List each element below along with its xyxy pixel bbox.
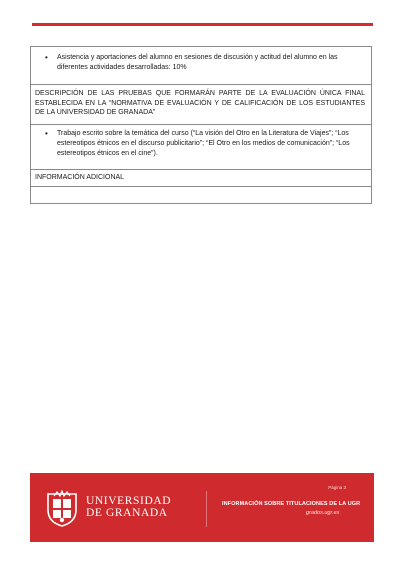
- university-name-line1: UNIVERSIDAD: [86, 495, 172, 507]
- footer-info-title: INFORMACIÓN SOBRE TITULACIONES DE LA UGR: [222, 501, 361, 507]
- additional-info-heading-cell: [31, 170, 371, 187]
- university-wordmark: [86, 495, 171, 519]
- additional-info-content-cell: [31, 187, 371, 203]
- additional-info-content: [31, 187, 371, 191]
- evaluation-criteria-cell: [31, 47, 371, 85]
- footer-divider: [206, 491, 207, 527]
- page-number: Página 3: [328, 485, 346, 490]
- website-link[interactable]: grados.ugr.es: [306, 510, 340, 516]
- university-name-line2: DE GRANADA: [86, 507, 168, 519]
- final-eval-list: [31, 125, 371, 160]
- header-rule: [32, 23, 373, 26]
- final-eval-content-cell: [31, 125, 371, 170]
- list-item: • Trabajo escrito sobre la temática del curso (“La visión del Otro en la Literatura de Viajes”; “Los estereotipos étnicos en el discurso publicitario”; “El Otro en los medios de comunicación”; “Los estereotipos étnicos en el cine”).: [31, 129, 365, 160]
- university-seal-icon: [44, 490, 80, 528]
- criteria-list: [31, 47, 371, 73]
- section-heading: DESCRIPCIÓN DE LAS PRUEBAS QUE FORMARÁN PARTE DE LA EVALUACIÓN ÚNICA FINAL ESTABLECIDA EN LA “NORMATIVA DE EVALUACIÓN Y DE CALIFICACIÓN DE LOS ESTUDIANTES DE LA UNIVERSIDAD DE GRANADA”: [35, 90, 365, 117]
- final-eval-heading-cell: [31, 85, 371, 125]
- list-item: • Asistencia y aportaciones del alumno en sesiones de discusión y actitud del alumno en las diferentes actividades desarrolladas: 10%: [31, 53, 365, 73]
- page-footer: [30, 473, 374, 542]
- guide-table: [30, 46, 372, 204]
- section-heading: INFORMACIÓN ADICIONAL: [35, 174, 125, 181]
